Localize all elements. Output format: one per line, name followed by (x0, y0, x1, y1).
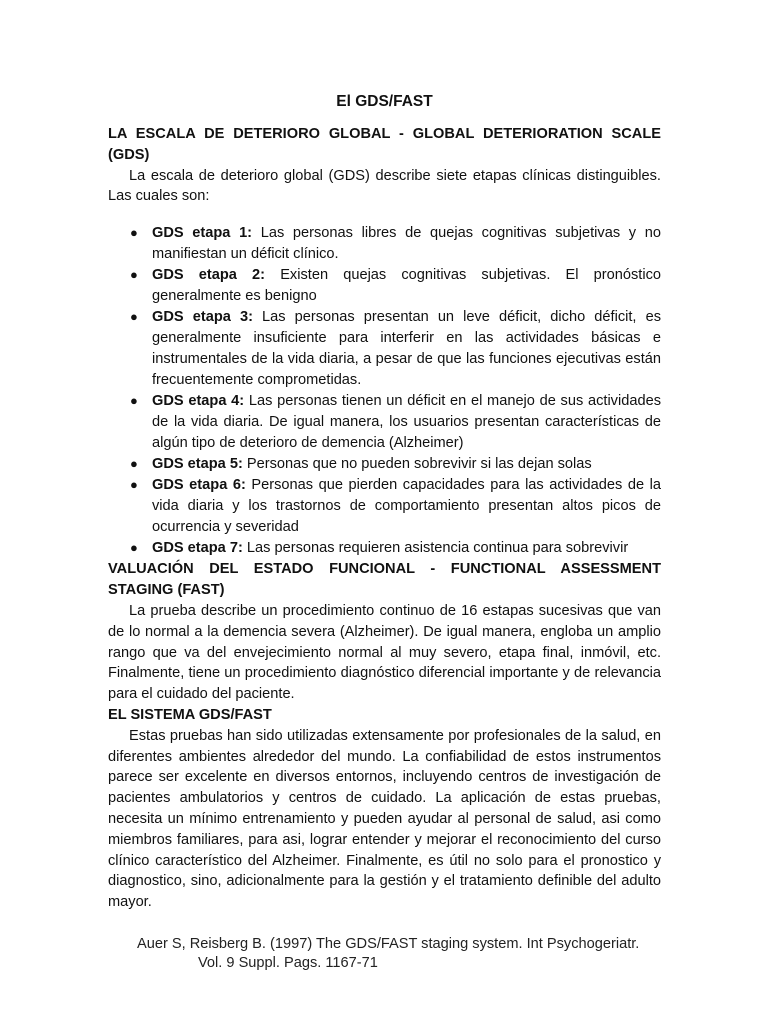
stage-text: Existen quejas cognitivas subjetivas. El pronóstico generalmente es benigno (152, 267, 661, 305)
list-item (108, 307, 661, 390)
stage-term: GDS etapa 3: (152, 309, 253, 326)
document-title: El GDS/FAST (336, 93, 433, 110)
list-item (108, 475, 661, 537)
reference-citation (108, 935, 661, 973)
document-page (108, 90, 661, 973)
stage-term: GDS etapa 2: (152, 267, 266, 284)
system-paragraph: Estas pruebas han sido utilizadas extensamente por profesionales de la salud, en diferentes ambientes alrededor del mundo. La confiabilidad de estos instrumentos parece ser excelente en diversos entornos, incluyendo centros de investigación de pacientes ambulatorios y centros de cuidado. La aplicación de estas pruebas, necesita un mínimo entrenamiento y pueden ayudar al personal de salud, asi como miembros familiares, para asi, lograr entender y mejorar el reconocimiento del curso clínico característico del Alzheimer. Finalmente, es útil no solo para el pronostico y diagnostico, sino, adicionalmente para la gestión y el tratamiento definible del adulto mayor. (108, 727, 661, 911)
bullet-icon: ● (130, 309, 138, 325)
stage-text: Las personas presentan un leve déficit, dicho déficit, es generalmente insuficiente para interferir en las actividades básicas e instrumentales de la vida diaria, a pesar de que las funciones ejecutivas están frecuentemente comprometidas. (152, 309, 661, 388)
fast-paragraph: La prueba describe un procedimiento continuo de 16 estapas sucesivas que van de lo normal a la demencia severa (Alzheimer). De igual manera, engloba un amplio rango que va del envejecimiento normal al muy severo, etapa final, inmóvil, etc. Finalmente, tiene un procedimiento diagnóstico diferencial importante y de relevancia para el cuidado del paciente. (108, 603, 661, 703)
stage-text: Personas que pierden capacidades para las actividades de la vida diaria y los trastornos de comportamiento presentan altos picos de ocurrencia y severidad (152, 477, 662, 535)
list-item (108, 538, 661, 559)
stage-term: GDS etapa 5: (152, 455, 243, 472)
list-item (108, 223, 661, 265)
stage-term: GDS etapa 6: (152, 477, 246, 494)
bullet-icon: ● (130, 540, 138, 556)
list-item (108, 454, 661, 475)
gds-stage-list (108, 223, 661, 559)
bullet-icon: ● (130, 477, 138, 493)
bullet-icon: ● (130, 267, 138, 283)
bullet-icon: ● (130, 393, 138, 409)
list-item (108, 391, 661, 453)
bullet-icon: ● (130, 455, 138, 471)
reference-line-1: Auer S, Reisberg B. (1997) The GDS/FAST staging system. Int Psychogeriatr. (137, 935, 640, 952)
stage-text: Personas que no pueden sobrevivir si las dejan solas (242, 455, 592, 472)
stage-term: GDS etapa 7: (152, 540, 243, 557)
section-heading-system: EL SISTEMA GDS/FAST (108, 707, 272, 724)
bullet-icon: ● (130, 225, 138, 241)
stage-text: Las personas tienen un déficit en el manejo de sus actividades de la vida diaria. De igual manera, los usuarios presentan características de algún tipo de deterioro de demencia (Alzheimer) (152, 393, 661, 451)
section-heading-gds: LA ESCALA DE DETERIORO GLOBAL - GLOBAL DETERIORATION SCALE (GDS) (108, 126, 661, 163)
stage-text: Las personas requieren asistencia continua para sobrevivir (242, 540, 629, 557)
reference-line-2: Vol. 9 Suppl. Pags. 1167-71 (198, 954, 378, 971)
stage-term: GDS etapa 1: (152, 225, 253, 242)
section-heading-fast: VALUACIÓN DEL ESTADO FUNCIONAL - FUNCTIONAL ASSESSMENT STAGING (FAST) (108, 561, 661, 599)
list-item (108, 265, 661, 307)
stage-text: Las personas libres de quejas cognitivas subjetivas y no manifiestan un déficit clínico. (152, 225, 661, 262)
stage-term: GDS etapa 4: (152, 393, 245, 410)
gds-intro-paragraph: La escala de deterioro global (GDS) describe siete etapas clínicas distinguibles. Las cuales son: (108, 167, 661, 205)
